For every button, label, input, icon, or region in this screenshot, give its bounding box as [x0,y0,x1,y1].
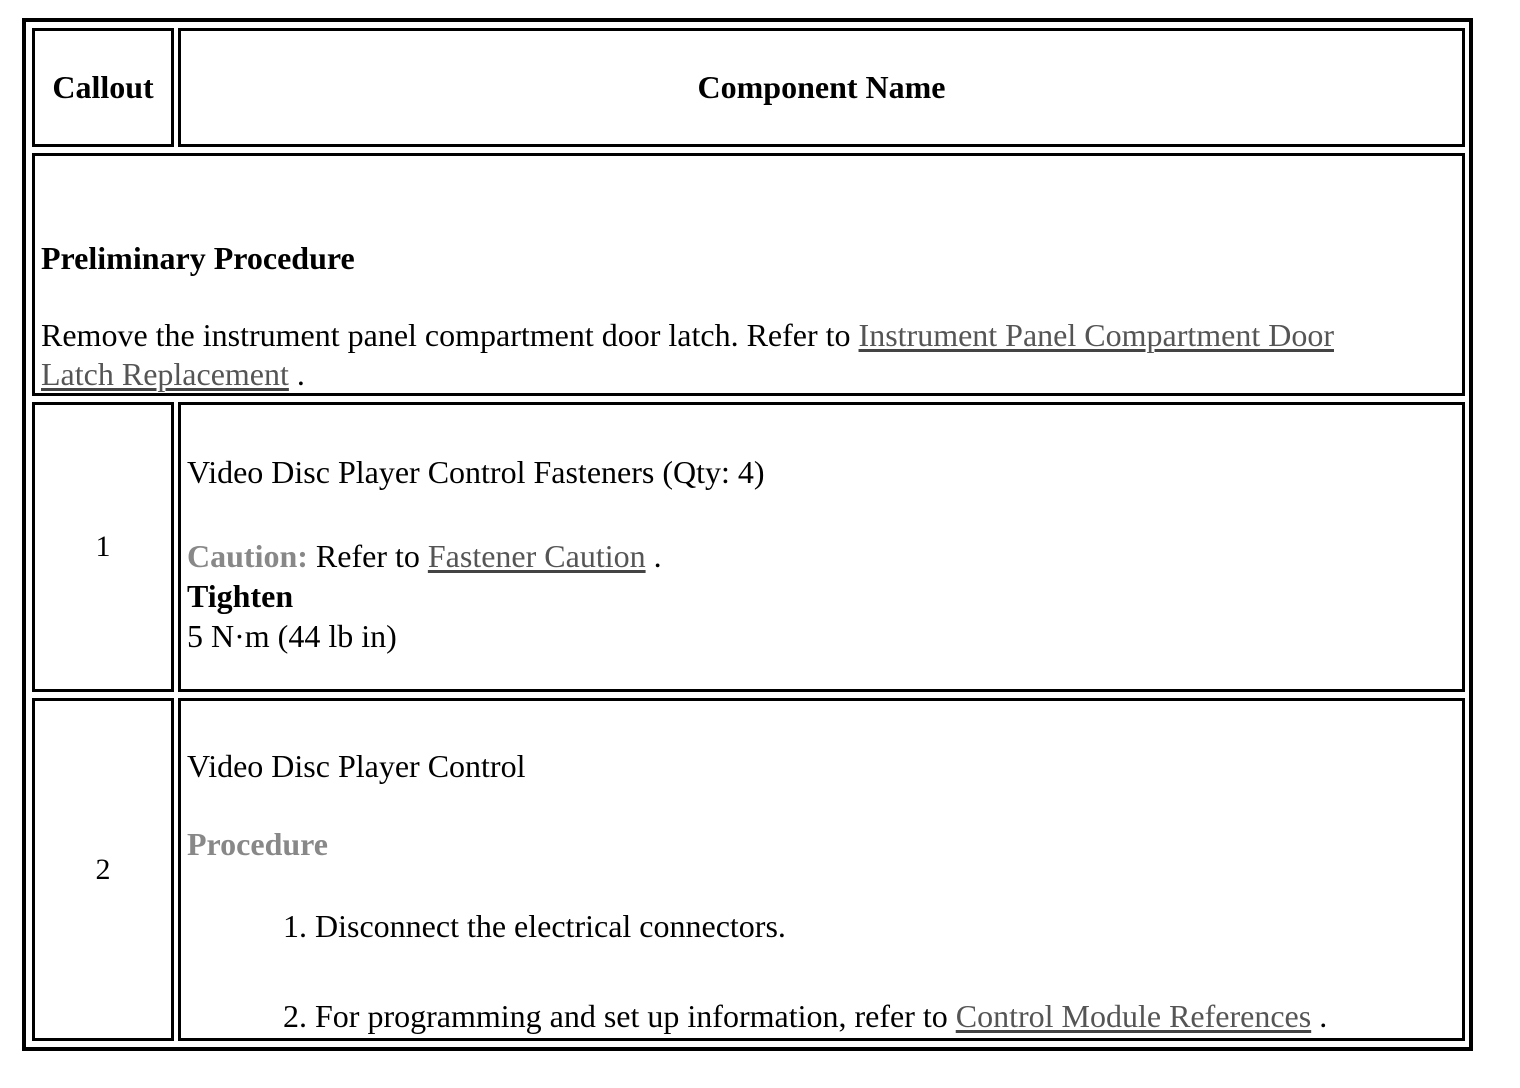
header-component-name-label: Component Name [697,69,946,105]
preliminary-period: . [288,356,305,392]
row-1-component [178,402,1465,692]
header-callout-label: Callout [52,69,154,105]
step-period: . [1311,998,1328,1034]
preliminary-text-line2 [41,354,305,394]
component-table [22,18,1473,1051]
procedure-label: Procedure [187,826,328,862]
caution-line [187,536,662,576]
procedure-step-2 [283,996,1327,1036]
step-text: Disconnect the electrical connectors. [315,908,786,944]
latch-replacement-link[interactable]: Latch Replacement [41,356,289,392]
fastener-caution-link[interactable]: Fastener Caution [427,538,646,574]
component-name: Video Disc Player Control Fasteners (Qty: 4) [187,454,765,490]
instrument-panel-door-latch-link[interactable]: Instrument Panel Compartment Door [858,317,1334,353]
caution-period: . [645,538,662,574]
row-1-callout [32,402,174,692]
row-2-callout [32,698,174,1041]
tighten-label: Tighten [187,578,294,614]
preliminary-procedure-cell [32,153,1465,396]
caution-text: Refer to [307,538,428,574]
component-name: Video Disc Player Control [187,748,526,784]
torque-spec: 5 N·m (44 lb in) [187,618,397,654]
header-component-name [178,28,1465,147]
callout-number: 1 [95,530,111,563]
preliminary-title: Preliminary Procedure [41,240,355,276]
step-number: 1. [283,908,307,944]
preliminary-text: Remove the instrument panel compartment door latch. Refer to [41,317,859,353]
procedure-step-1 [283,906,786,946]
step-text: For programming and set up information, refer to [315,998,956,1034]
step-number: 2. [283,998,307,1034]
header-callout [32,28,174,147]
callout-number: 2 [95,852,111,886]
control-module-references-link[interactable]: Control Module References [955,998,1312,1034]
caution-label: Caution: [187,538,308,574]
row-2-component [178,698,1465,1041]
preliminary-text-line1 [41,315,1334,355]
